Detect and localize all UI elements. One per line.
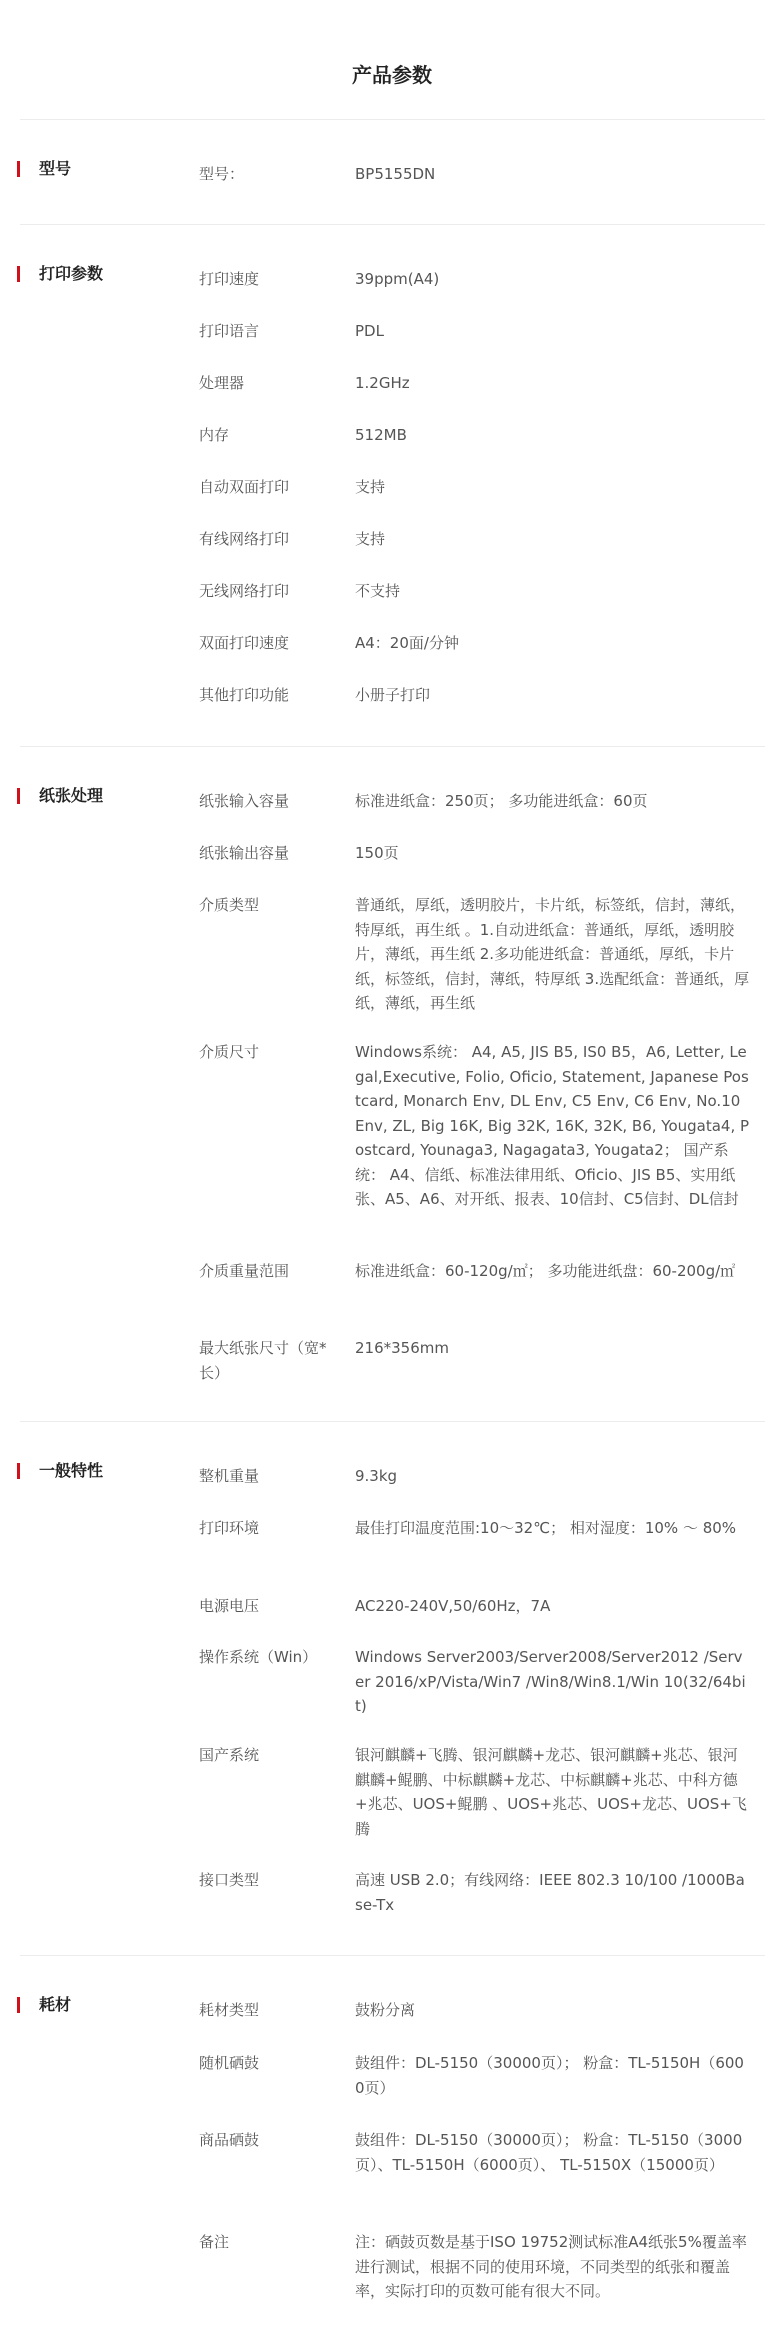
spec-label: 整机重量 xyxy=(199,1467,260,1485)
section-title: 一般特性 xyxy=(39,1461,104,1480)
spec-label: 商品硒鼓 xyxy=(199,2131,260,2149)
spec-label: 介质重量范围 xyxy=(199,1262,290,1280)
section-title: 型号 xyxy=(39,159,72,178)
spec-label: 国产系统 xyxy=(199,1746,260,1764)
spec-label: 其他打印功能 xyxy=(199,686,290,704)
spec-label: 纸张输入容量 xyxy=(199,792,290,810)
section-marker-bar xyxy=(17,788,20,804)
spec-label: 操作系统（Win） xyxy=(199,1648,318,1666)
spec-label: 打印语言 xyxy=(199,322,260,340)
section-divider xyxy=(20,1421,765,1422)
spec-value: Windows Server2003/Server2008/Server2012 /Server 2016/xP/Vista/Win7 /Win8/Win8.1/Win 10(32/64bit) xyxy=(355,1648,746,1715)
spec-value: 注：硒鼓页数是基于ISO 19752测试标准A4纸张5%覆盖率进行测试，根据不同的使用环境，不同类型的纸张和覆盖率，实际打印的页数可能有很大不同。 xyxy=(355,2233,747,2300)
spec-value: 高速 USB 2.0；有线网络：IEEE 802.3 10/100 /1000Base-Tx xyxy=(355,1871,745,1914)
spec-label: 内存 xyxy=(199,426,230,444)
spec-value: 39ppm(A4) xyxy=(355,270,440,288)
spec-value: 512MB xyxy=(355,426,407,444)
spec-label: 纸张输出容量 xyxy=(199,844,290,862)
spec-label: 介质类型 xyxy=(199,896,260,914)
section-divider xyxy=(20,119,765,120)
section-marker-bar xyxy=(17,266,20,282)
spec-label: 双面打印速度 xyxy=(199,634,290,652)
spec-value: A4：20面/分钟 xyxy=(355,634,459,652)
section-marker-bar xyxy=(17,1997,20,2013)
spec-value: 鼓组件：DL-5150（30000页）； 粉盒：TL-5150H（6000页） xyxy=(355,2054,744,2097)
spec-value: 支持 xyxy=(355,478,386,496)
spec-value: 最佳打印温度范围:10～32℃； 相对湿度：10% ～ 80% xyxy=(355,1519,737,1537)
spec-value: 9.3kg xyxy=(355,1467,398,1485)
section-title: 纸张处理 xyxy=(39,786,104,805)
spec-label: 有线网络打印 xyxy=(199,530,290,548)
section-marker-bar xyxy=(17,161,20,177)
spec-label: 最大纸张尺寸（宽*长） xyxy=(199,1339,327,1382)
spec-value: 216*356mm xyxy=(355,1339,449,1357)
spec-value: 鼓粉分离 xyxy=(355,2001,416,2019)
spec-value: 标准进纸盒：250页； 多功能进纸盒：60页 xyxy=(355,792,648,810)
spec-label: 打印环境 xyxy=(199,1519,260,1537)
spec-label: 电源电压 xyxy=(199,1597,260,1615)
spec-value: 普通纸，厚纸，透明胶片，卡片纸，标签纸，信封，薄纸，特厚纸，再生纸 。1.自动进纸盒：普通纸，厚纸，透明胶片，薄纸，再生纸 2.多功能进纸盒：普通纸，厚纸，卡片纸，标签纸，信封，薄纸，特厚纸 3.选配纸盒：普通纸，厚纸，薄纸，再生纸 xyxy=(355,896,750,1012)
spec-value: BP5155DN xyxy=(355,165,436,183)
spec-value: 150页 xyxy=(355,844,399,862)
spec-value: 小册子打印 xyxy=(355,686,431,704)
spec-value: 银河麒麟+飞腾、银河麒麟+龙芯、银河麒麟+兆芯、银河麒麟+鲲鹏、中标麒麟+龙芯、中标麒麟+兆芯、中科方德+兆芯、UOS+鲲鹏 、UOS+兆芯、UOS+龙芯、UOS+飞腾 xyxy=(355,1746,747,1838)
spec-label: 备注 xyxy=(199,2233,230,2251)
section-divider xyxy=(20,224,765,225)
spec-value: 鼓组件：DL-5150（30000页）； 粉盒：TL-5150（3000页）、TL-5150H（6000页）、 TL-5150X（15000页） xyxy=(355,2131,743,2174)
section-divider xyxy=(20,1955,765,1956)
spec-label: 接口类型 xyxy=(199,1871,260,1889)
spec-label: 自动双面打印 xyxy=(199,478,290,496)
section-marker-bar xyxy=(17,1463,20,1479)
page-title: 产品参数 xyxy=(352,63,432,87)
section-divider xyxy=(20,746,765,747)
spec-value: 支持 xyxy=(355,530,386,548)
spec-value: 1.2GHz xyxy=(355,374,410,392)
section-title: 打印参数 xyxy=(39,264,104,283)
spec-label: 处理器 xyxy=(199,374,245,392)
spec-label: 随机硒鼓 xyxy=(199,2054,260,2072)
spec-label: 型号： xyxy=(199,165,245,183)
spec-value: 不支持 xyxy=(355,582,401,600)
spec-label: 打印速度 xyxy=(199,270,260,288)
section-title: 耗材 xyxy=(39,1995,72,2014)
spec-value: PDL xyxy=(355,322,384,340)
spec-value: AC220-240V,50/60Hz，7A xyxy=(355,1597,551,1615)
spec-value: 标准进纸盒：60-120g/㎡； 多功能进纸盘：60-200g/㎡ xyxy=(355,1262,736,1280)
spec-value: Windows系统： A4, A5, JIS B5, IS0 B5，A6, Letter, Legal,Executive, Folio, Oficio, Statement, Japanese Postcard, Monarch Env, DL Env, C5 Env, C6 Env, No.10 Env, ZL, Big 16K, Big 32K, 16K, 32K, B6, Yougata4, Postcard, Younaga3, Nagagata3, Yougata2； 国产系统： A4、信纸、标准法律用纸、Oficio、JIS B5、实用纸张、A5、A6、对开纸、报表、10信封、C5信封、DL信封 xyxy=(355,1043,750,1208)
spec-label: 无线网络打印 xyxy=(199,582,290,600)
spec-label: 介质尺寸 xyxy=(199,1043,260,1061)
spec-label: 耗材类型 xyxy=(199,2001,260,2019)
